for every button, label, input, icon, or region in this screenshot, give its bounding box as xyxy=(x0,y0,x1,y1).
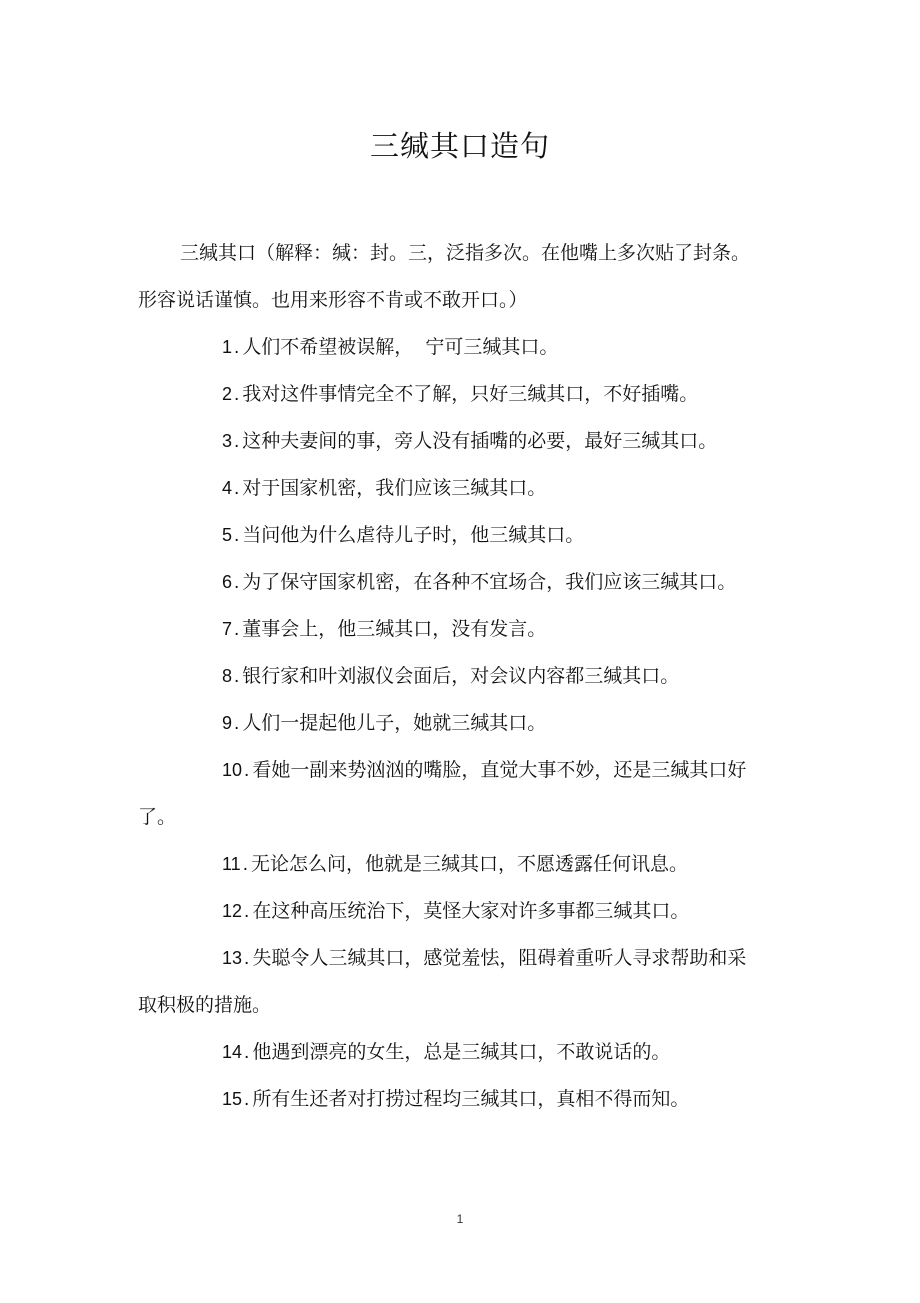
sentence-item xyxy=(138,559,750,606)
sentence-number: 15 xyxy=(222,1089,243,1109)
sentence-separator: . xyxy=(234,572,240,593)
sentence-text: 在这种高压统治下，莫怪大家对许多事都三缄其口。 xyxy=(252,900,690,922)
sentence-number: 6 xyxy=(222,572,233,592)
sentence-text: 人们不希望被误解， 宁可三缄其口。 xyxy=(242,336,559,358)
sentence-separator: . xyxy=(234,478,240,499)
sentence-number: 1 xyxy=(222,337,233,357)
sentence-text: 所有生还者对打捞过程均三缄其口，真相不得而知。 xyxy=(252,1088,690,1110)
sentence-number: 5 xyxy=(222,525,233,545)
sentence-item xyxy=(138,512,750,559)
sentence-separator: . xyxy=(242,854,248,875)
sentence-item xyxy=(138,747,750,841)
sentence-separator: . xyxy=(234,384,240,405)
sentence-text: 看她一副来势汹汹的嘴脸，直觉大事不妙，还是三缄其口好了。 xyxy=(138,759,747,828)
sentence-item xyxy=(138,841,750,888)
page-number: 1 xyxy=(456,1212,464,1226)
sentence-text: 我对这件事情完全不了解，只好三缄其口，不好插嘴。 xyxy=(242,383,699,405)
sentence-text: 对于国家机密，我们应该三缄其口。 xyxy=(242,477,547,499)
sentence-item xyxy=(138,1076,750,1123)
sentence-item xyxy=(138,606,750,653)
sentence-separator: . xyxy=(234,619,240,640)
sentence-item xyxy=(138,935,750,1029)
sentence-number: 13 xyxy=(222,948,243,968)
sentence-number: 12 xyxy=(222,901,243,921)
sentence-number: 3 xyxy=(222,431,233,451)
page-title: 三缄其口造句 xyxy=(369,129,550,163)
sentence-separator: . xyxy=(234,713,240,734)
sentence-number: 14 xyxy=(222,1042,243,1062)
sentence-number: 7 xyxy=(222,619,233,639)
sentence-separator: . xyxy=(234,525,240,546)
sentence-number: 8 xyxy=(222,666,233,686)
sentence-separator: . xyxy=(244,1042,250,1063)
sentence-item xyxy=(138,324,750,371)
sentence-text: 董事会上，他三缄其口，没有发言。 xyxy=(242,618,547,640)
sentence-number: 2 xyxy=(222,384,233,404)
sentence-separator: . xyxy=(244,760,250,781)
sentence-item xyxy=(138,1029,750,1076)
sentence-item xyxy=(138,418,750,465)
sentence-item xyxy=(138,465,750,512)
sentence-text: 无论怎么问，他就是三缄其口，不愿透露任何讯息。 xyxy=(250,853,688,875)
sentence-text: 人们一提起他儿子，她就三缄其口。 xyxy=(242,712,547,734)
sentence-separator: . xyxy=(234,666,240,687)
sentence-text: 为了保守国家机密，在各种不宜场合，我们应该三缄其口。 xyxy=(242,571,737,593)
sentence-number: 9 xyxy=(222,713,233,733)
sentence-text: 这种夫妻间的事，旁人没有插嘴的必要，最好三缄其口。 xyxy=(242,430,718,452)
sentence-text: 当问他为什么虐待儿子时，他三缄其口。 xyxy=(242,524,585,546)
sentence-separator: . xyxy=(234,337,240,358)
sentence-item xyxy=(138,888,750,935)
sentence-text: 他遇到漂亮的女生，总是三缄其口，不敢说话的。 xyxy=(252,1041,671,1063)
sentence-item xyxy=(138,653,750,700)
sentence-number: 11 xyxy=(222,854,241,874)
sentence-text: 银行家和叶刘淑仪会面后，对会议内容都三缄其口。 xyxy=(242,665,680,687)
intro-paragraph: 三缄其口（解释：缄：封。三，泛指多次。在他嘴上多次贴了封条。形容说话谨慎。也用来形容不肯或不敢开口。） xyxy=(138,242,751,311)
sentence-separator: . xyxy=(244,948,250,969)
sentence-separator: . xyxy=(234,431,240,452)
sentence-number: 10 xyxy=(222,760,243,780)
sentence-item xyxy=(138,700,750,747)
sentence-separator: . xyxy=(244,1089,250,1110)
sentence-text: 失聪令人三缄其口，感觉羞怯，阻碍着重听人寻求帮助和采取积极的措施。 xyxy=(138,947,747,1016)
sentence-number: 4 xyxy=(222,478,233,498)
document-body xyxy=(138,230,750,1123)
sentence-separator: . xyxy=(244,901,250,922)
sentence-item xyxy=(138,371,750,418)
